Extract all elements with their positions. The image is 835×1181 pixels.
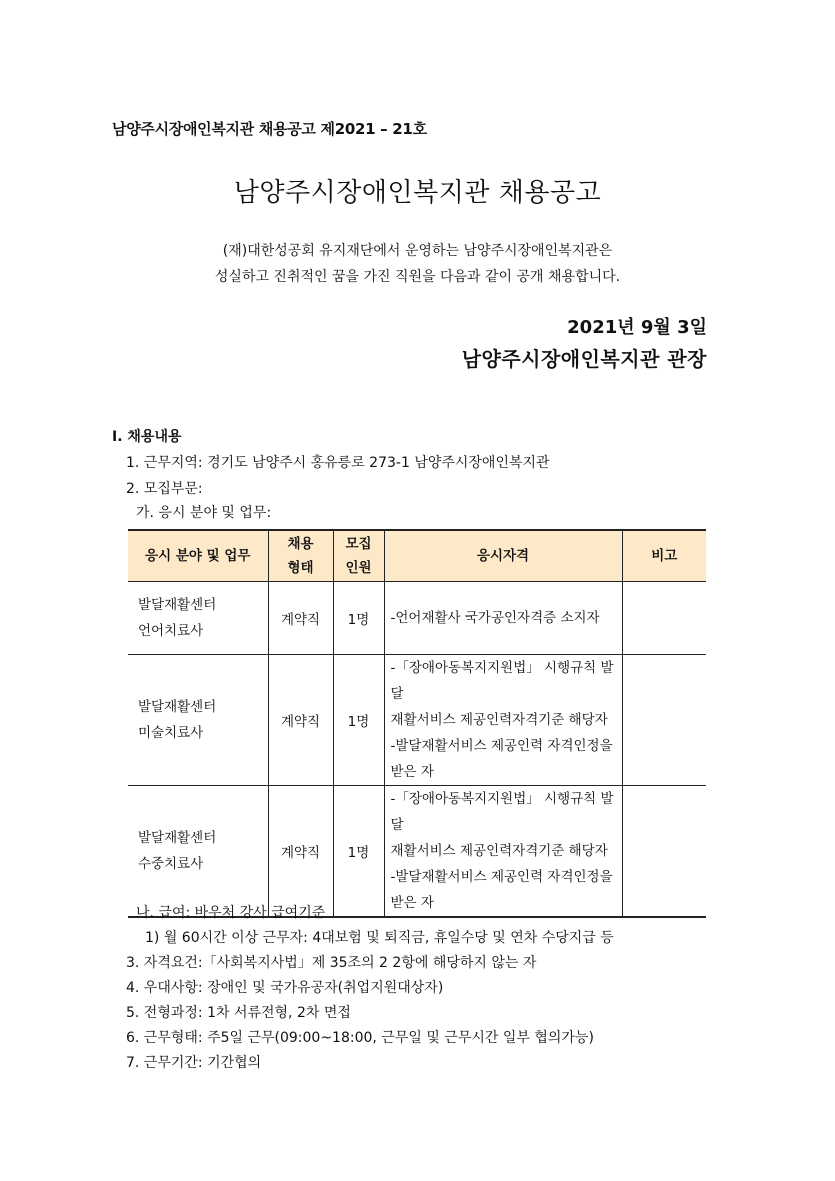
item-selection-process: 5. 전형과정: 1차 서류전형, 2차 면접 xyxy=(126,1005,351,1021)
section-heading: Ⅰ. 채용내용 xyxy=(112,429,182,445)
notice-number: 남양주시장애인복지관 채용공고 제2021 – 21호 xyxy=(112,120,427,138)
cell-note xyxy=(622,786,706,918)
item-work-period: 7. 근무기간: 기간협의 xyxy=(126,1055,262,1071)
intro-line-2: 성실하고 진취적인 꿈을 가진 직원을 다음과 같이 공개 채용합니다. xyxy=(214,269,621,285)
header-headcount xyxy=(333,530,384,582)
table-row xyxy=(128,786,706,918)
qual-line: 재활서비스 제공인력자격기준 해당자 xyxy=(390,712,608,728)
table-row xyxy=(128,655,706,786)
cell-field xyxy=(128,786,268,918)
item-recruit-field: 2. 모집부문: xyxy=(126,481,203,497)
qual-line: -「장애아동복지지원법」 시행규칙 발달 xyxy=(390,791,614,833)
cell-type: 계약직 xyxy=(268,582,333,655)
sub-item-salary-detail: 1) 월 60시간 이상 근무자: 4대보험 및 퇴직금, 휴일수당 및 연차 수당지급 등 xyxy=(145,930,614,946)
qual-line: -발달재활서비스 제공인력 자격인정을 xyxy=(390,869,613,885)
cell-type: 계약직 xyxy=(268,786,333,918)
cell-qualification xyxy=(384,655,622,786)
intro-text xyxy=(0,238,835,290)
cell-count: 1명 xyxy=(333,786,384,918)
cell-count: 1명 xyxy=(333,582,384,655)
field-line-1: 발달재활센터 xyxy=(138,699,217,715)
field-line-2: 미술치료사 xyxy=(138,725,204,741)
header-employment-type xyxy=(268,530,333,582)
page-title: 남양주시장애인복지관 채용공고 xyxy=(233,178,602,208)
field-line-2: 언어치료사 xyxy=(138,623,204,639)
item-work-location: 1. 근무지역: 경기도 남양주시 홍유릉로 273-1 남양주시장애인복지관 xyxy=(126,455,550,471)
signature: 남양주시장애인복지관 관장 xyxy=(461,347,707,371)
sub-item-field-duty: 가. 응시 분야 및 업무: xyxy=(136,505,272,521)
header-note: 비고 xyxy=(622,530,706,582)
qual-line: 재활서비스 제공인력자격기준 해당자 xyxy=(390,843,608,859)
header-type-line-1: 채용 xyxy=(287,536,314,552)
item-work-type: 6. 근무형태: 주5일 근무(09:00~18:00, 근무일 및 근무시간 일부 협의가능) xyxy=(126,1030,594,1046)
intro-line-1: (재)대한성공회 유지재단에서 운영하는 남양주시장애인복지관은 xyxy=(222,243,613,259)
item-preference: 4. 우대사항: 장애인 및 국가유공자(취업지원대상자) xyxy=(126,980,444,996)
field-line-1: 발달재활센터 xyxy=(138,830,217,846)
header-qualification: 응시자격 xyxy=(384,530,622,582)
cell-field xyxy=(128,582,268,655)
cell-qualification xyxy=(384,786,622,918)
field-line-1: 발달재활센터 xyxy=(138,597,217,613)
table-header-row xyxy=(128,530,706,582)
qual-line: -「장애아동복지지원법」 시행규칙 발달 xyxy=(390,660,614,702)
cell-type: 계약직 xyxy=(268,655,333,786)
qual-line: -언어재활사 국가공인자격증 소지자 xyxy=(390,610,600,626)
cell-note xyxy=(622,582,706,655)
sub-item-salary: 나. 급여: 바우처 강사 급여기준 xyxy=(136,905,326,921)
cell-note xyxy=(622,655,706,786)
notice-date: 2021년 9월 3일 xyxy=(567,317,707,338)
qual-line: 받은 자 xyxy=(390,764,434,780)
header-type-line-2: 형태 xyxy=(287,560,314,576)
recruit-table xyxy=(128,529,706,918)
header-count-line-2: 인원 xyxy=(345,560,372,576)
qual-line: -발달재활서비스 제공인력 자격인정을 xyxy=(390,738,613,754)
header-count-line-1: 모집 xyxy=(345,536,372,552)
cell-field xyxy=(128,655,268,786)
cell-count: 1명 xyxy=(333,655,384,786)
item-qualification: 3. 자격요건:「사회복지사법」제 35조의 2 2항에 해당하지 않는 자 xyxy=(126,955,537,971)
qual-line: 받은 자 xyxy=(390,895,434,911)
field-line-2: 수중치료사 xyxy=(138,856,204,872)
cell-qualification xyxy=(384,582,622,655)
header-field: 응시 분야 및 업무 xyxy=(128,530,268,582)
table-row xyxy=(128,582,706,655)
